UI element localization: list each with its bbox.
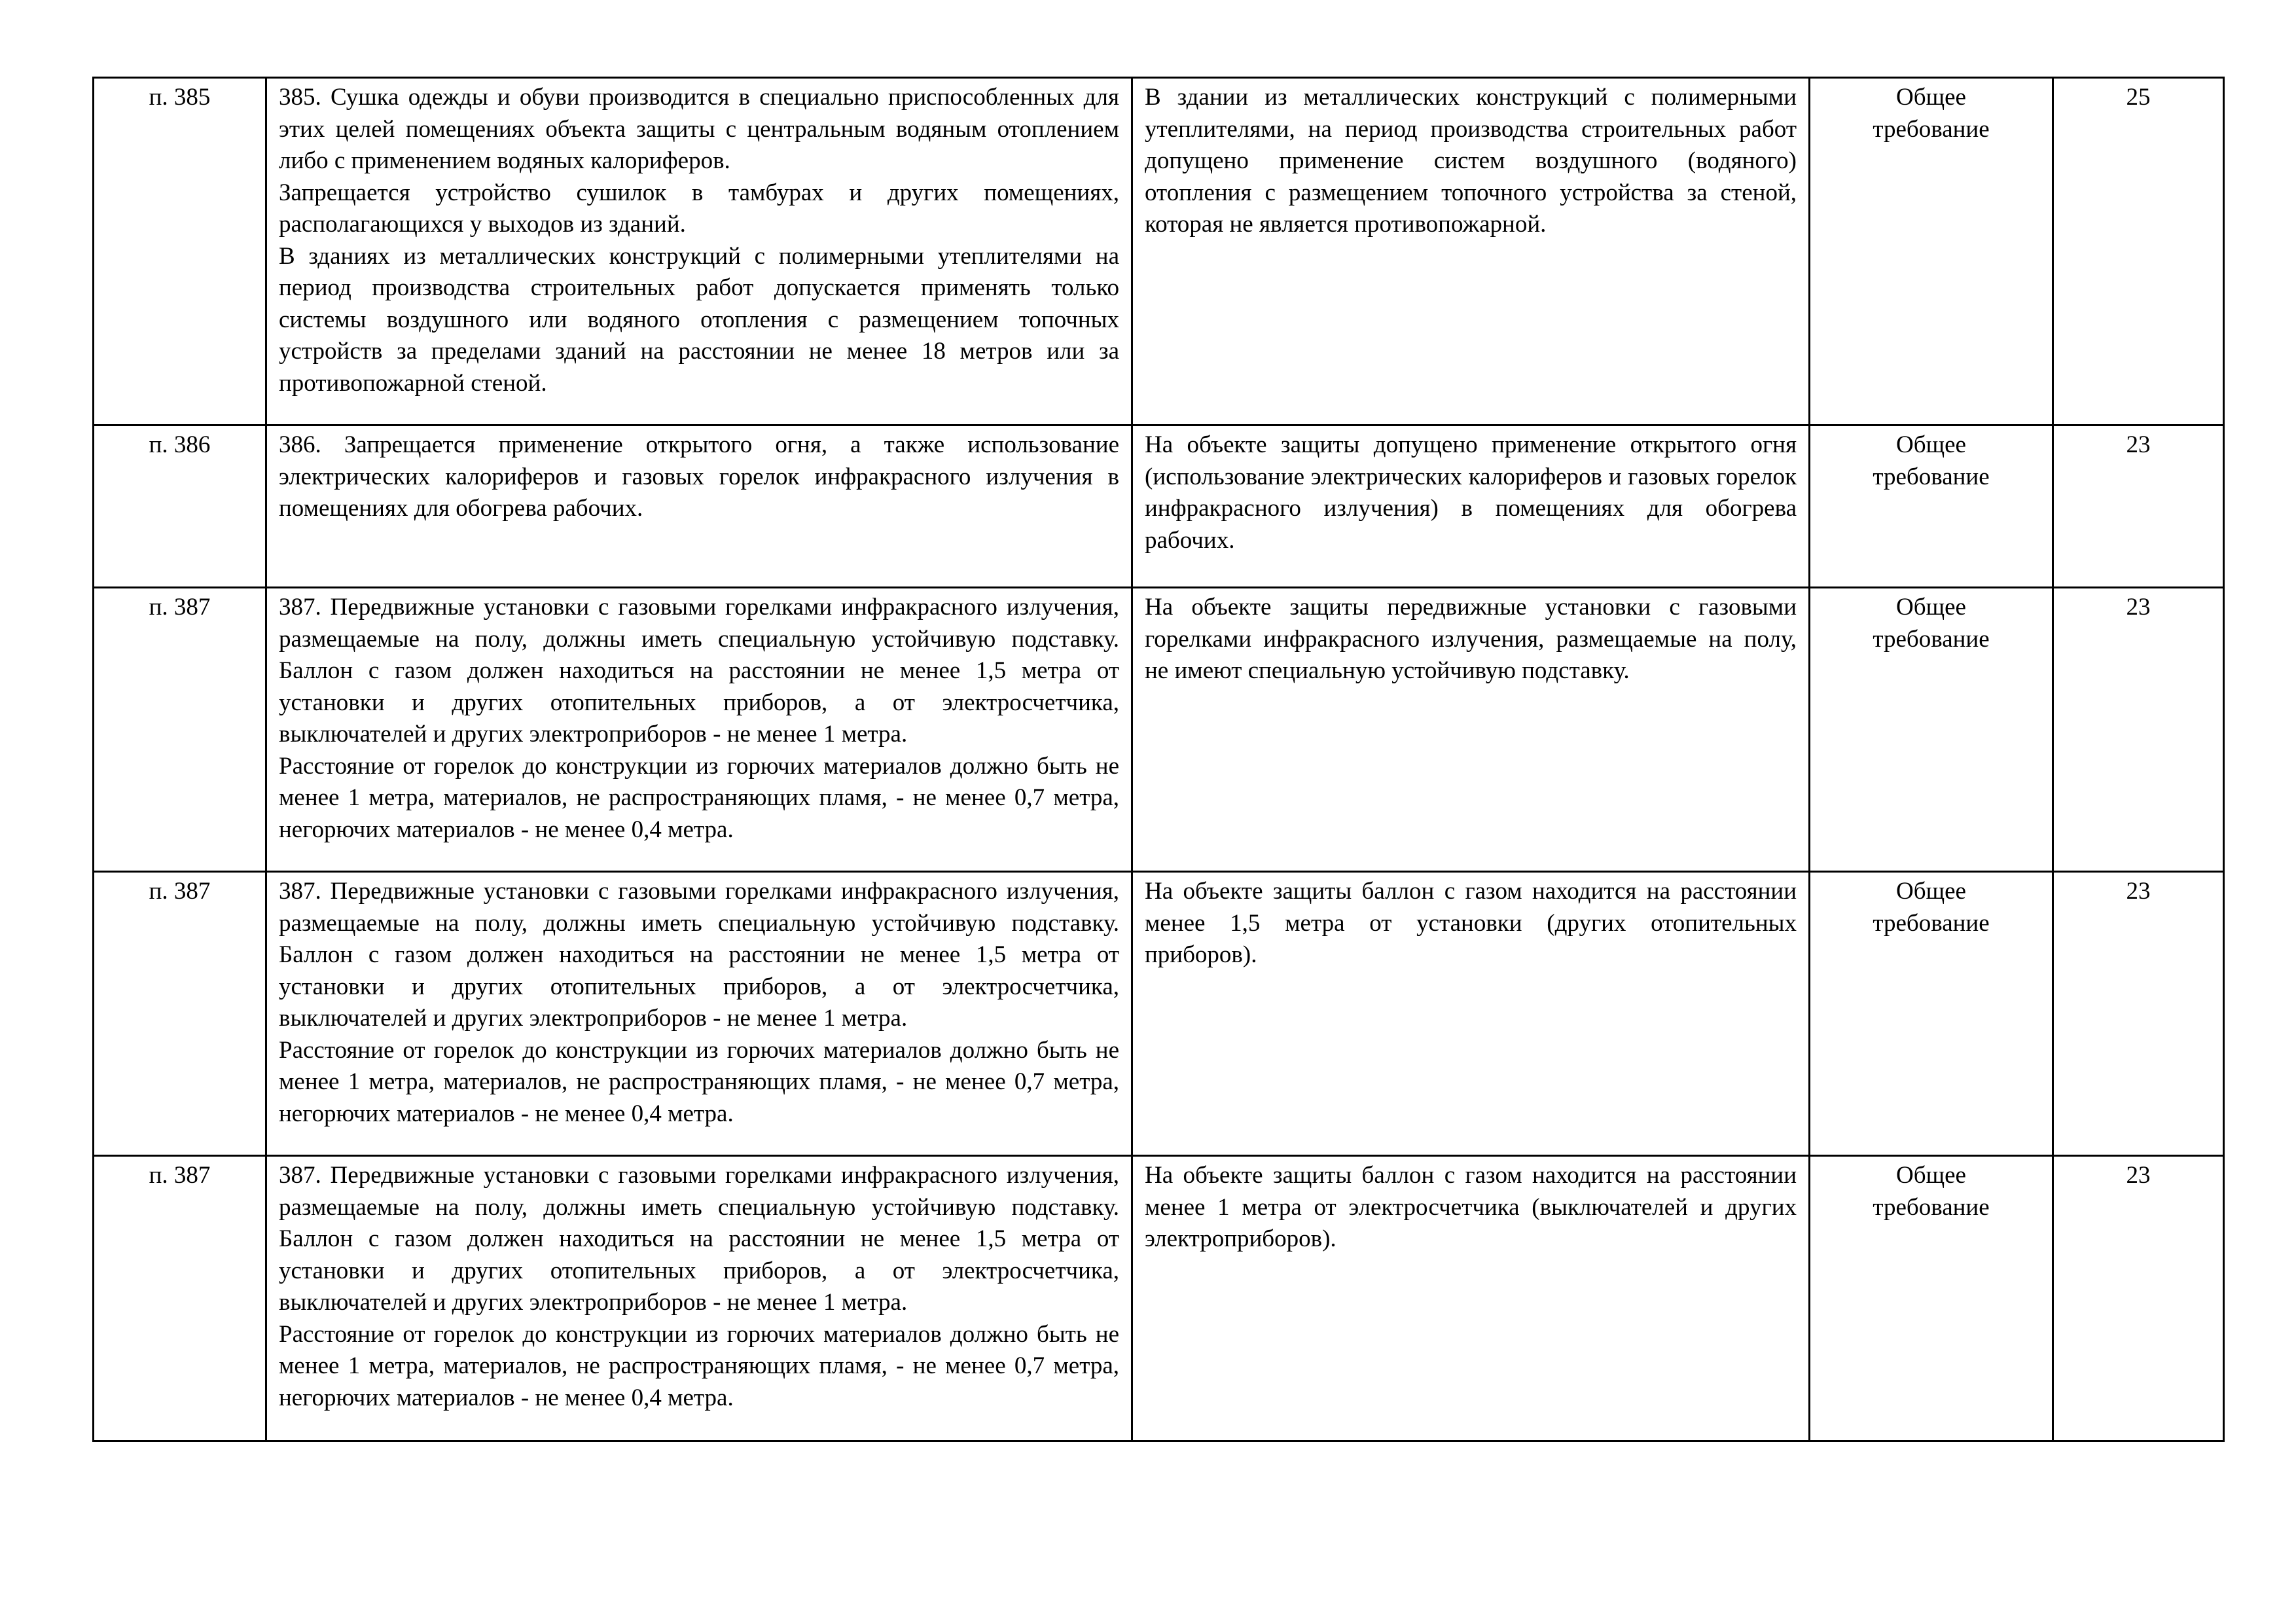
requirement-type-line: требование <box>1873 115 1990 143</box>
requirement-type-cell <box>1810 588 2053 872</box>
number-value: 23 <box>2126 594 2151 621</box>
violation-text: На объекте защиты баллон с газом находится на расстоянии менее 1,5 метра от установки (других отопительных приборов). <box>1145 878 1797 968</box>
requirement-paragraph: 386. Запрещается применение открытого огня, а также использование электрических калориферов и газовых горелок инфракрасного излучения в помещениях для обогрева рабочих. <box>279 431 1119 522</box>
clause-reference: п. 387 <box>149 594 211 621</box>
violation-text-cell <box>1132 588 1810 872</box>
violation-text: В здании из металлических конструкций с полимерными утеплителями, на период производства строительных работ допущено применение систем воздушного (водяного) отопления с размещением топочного устройства за стеной, которая не является противопожарной. <box>1145 84 1797 238</box>
number-value: 25 <box>2126 84 2151 111</box>
table-row <box>94 78 2224 425</box>
requirement-text-cell <box>266 1156 1132 1441</box>
number-cell <box>2053 1156 2224 1441</box>
clause-reference: п. 387 <box>149 878 211 905</box>
requirements-table <box>92 77 2225 1442</box>
requirement-text-cell <box>266 78 1132 425</box>
requirement-paragraph: 387. Передвижные установки с газовыми горелками инфракрасного излучения, размещаемые на полу, должны иметь специальную устойчивую подставку. Баллон с газом должен находиться на расстоянии не менее 1,5 метра от установки и других отопительных приборов, а от электросчетчика, выключателей и других электроприборов - не менее 1 метра. <box>279 594 1119 748</box>
clause-reference: п. 386 <box>149 431 211 458</box>
violation-text: На объекте защиты баллон с газом находится на расстоянии менее 1 метра от электросчетчика (выключателей и других электроприборов). <box>1145 1162 1797 1252</box>
requirement-paragraph: Расстояние от горелок до конструкции из горючих материалов должно быть не менее 1 метра, материалов, не распространяющих пламя, - не менее 0,7 метра, негорючих материалов - не менее 0,4 метра. <box>279 1036 1119 1127</box>
clause-reference-cell <box>94 78 266 425</box>
requirement-type-line: требование <box>1873 909 1990 937</box>
requirement-type-cell <box>1810 78 2053 425</box>
number-cell <box>2053 872 2224 1156</box>
clause-reference-cell <box>94 588 266 872</box>
violation-text-cell <box>1132 872 1810 1156</box>
violation-text: На объекте защиты допущено применение открытого огня (использование электрических калориферов и газовых горелок инфракрасного излучения) в помещениях для обогрева рабочих. <box>1145 431 1797 554</box>
requirement-type-line: Общее <box>1896 594 1966 621</box>
requirement-paragraph: 387. Передвижные установки с газовыми горелками инфракрасного излучения, размещаемые на полу, должны иметь специальную устойчивую подставку. Баллон с газом должен находиться на расстоянии не менее 1,5 метра от установки и других отопительных приборов, а от электросчетчика, выключателей и других электроприборов - не менее 1 метра. <box>279 1162 1119 1316</box>
number-value: 23 <box>2126 1162 2151 1189</box>
requirement-paragraph: 385. Сушка одежды и обуви производится в специально приспособленных для этих целей помещениях объекта защиты с центральным водяным отоплением либо с применением водяных калориферов. <box>279 84 1119 174</box>
requirement-type-line: требование <box>1873 463 1990 490</box>
violation-text: На объекте защиты передвижные установки с газовыми горелками инфракрасного излучения, размещаемые на полу, не имеют специальную устойчивую подставку. <box>1145 594 1797 684</box>
requirement-paragraph: Расстояние от горелок до конструкции из горючих материалов должно быть не менее 1 метра, материалов, не распространяющих пламя, - не менее 0,7 метра, негорючих материалов - не менее 0,4 метра. <box>279 752 1119 843</box>
requirement-paragraph: Расстояние от горелок до конструкции из горючих материалов должно быть не менее 1 метра, материалов, не распространяющих пламя, - не менее 0,7 метра, негорючих материалов - не менее 0,4 метра. <box>279 1320 1119 1411</box>
requirement-type-line: Общее <box>1896 84 1966 111</box>
requirement-text-cell <box>266 425 1132 588</box>
requirement-type-line: Общее <box>1896 431 1966 458</box>
clause-reference: п. 387 <box>149 1162 211 1189</box>
number-value: 23 <box>2126 878 2151 905</box>
requirement-text-cell <box>266 588 1132 872</box>
table-row <box>94 872 2224 1156</box>
clause-reference: п. 385 <box>149 84 211 111</box>
clause-reference-cell <box>94 1156 266 1441</box>
requirement-type-cell <box>1810 1156 2053 1441</box>
requirement-paragraph: 387. Передвижные установки с газовыми горелками инфракрасного излучения, размещаемые на полу, должны иметь специальную устойчивую подставку. Баллон с газом должен находиться на расстоянии не менее 1,5 метра от установки и других отопительных приборов, а от электросчетчика, выключателей и других электроприборов - не менее 1 метра. <box>279 878 1119 1032</box>
clause-reference-cell <box>94 872 266 1156</box>
requirement-type-line: требование <box>1873 1193 1990 1221</box>
table-row <box>94 588 2224 872</box>
requirement-type-line: Общее <box>1896 878 1966 905</box>
requirement-type-cell <box>1810 872 2053 1156</box>
requirement-type-cell <box>1810 425 2053 588</box>
number-cell <box>2053 425 2224 588</box>
requirement-text-cell <box>266 872 1132 1156</box>
number-cell <box>2053 78 2224 425</box>
requirement-type-line: Общее <box>1896 1162 1966 1189</box>
requirement-paragraph: В зданиях из металлических конструкций с полимерными утеплителями на период производства строительных работ допускается применять только системы воздушного или водяного отопления с размещением топочных устройств за пределами зданий на расстоянии не менее 18 метров или за противопожарной стеной. <box>279 242 1119 397</box>
table-row <box>94 425 2224 588</box>
violation-text-cell <box>1132 425 1810 588</box>
clause-reference-cell <box>94 425 266 588</box>
violation-text-cell <box>1132 1156 1810 1441</box>
requirement-type-line: требование <box>1873 625 1990 653</box>
number-value: 23 <box>2126 431 2151 458</box>
requirement-paragraph: Запрещается устройство сушилок в тамбурах и других помещениях, располагающихся у выходов из зданий. <box>279 179 1119 238</box>
table-row <box>94 1156 2224 1441</box>
violation-text-cell <box>1132 78 1810 425</box>
number-cell <box>2053 588 2224 872</box>
